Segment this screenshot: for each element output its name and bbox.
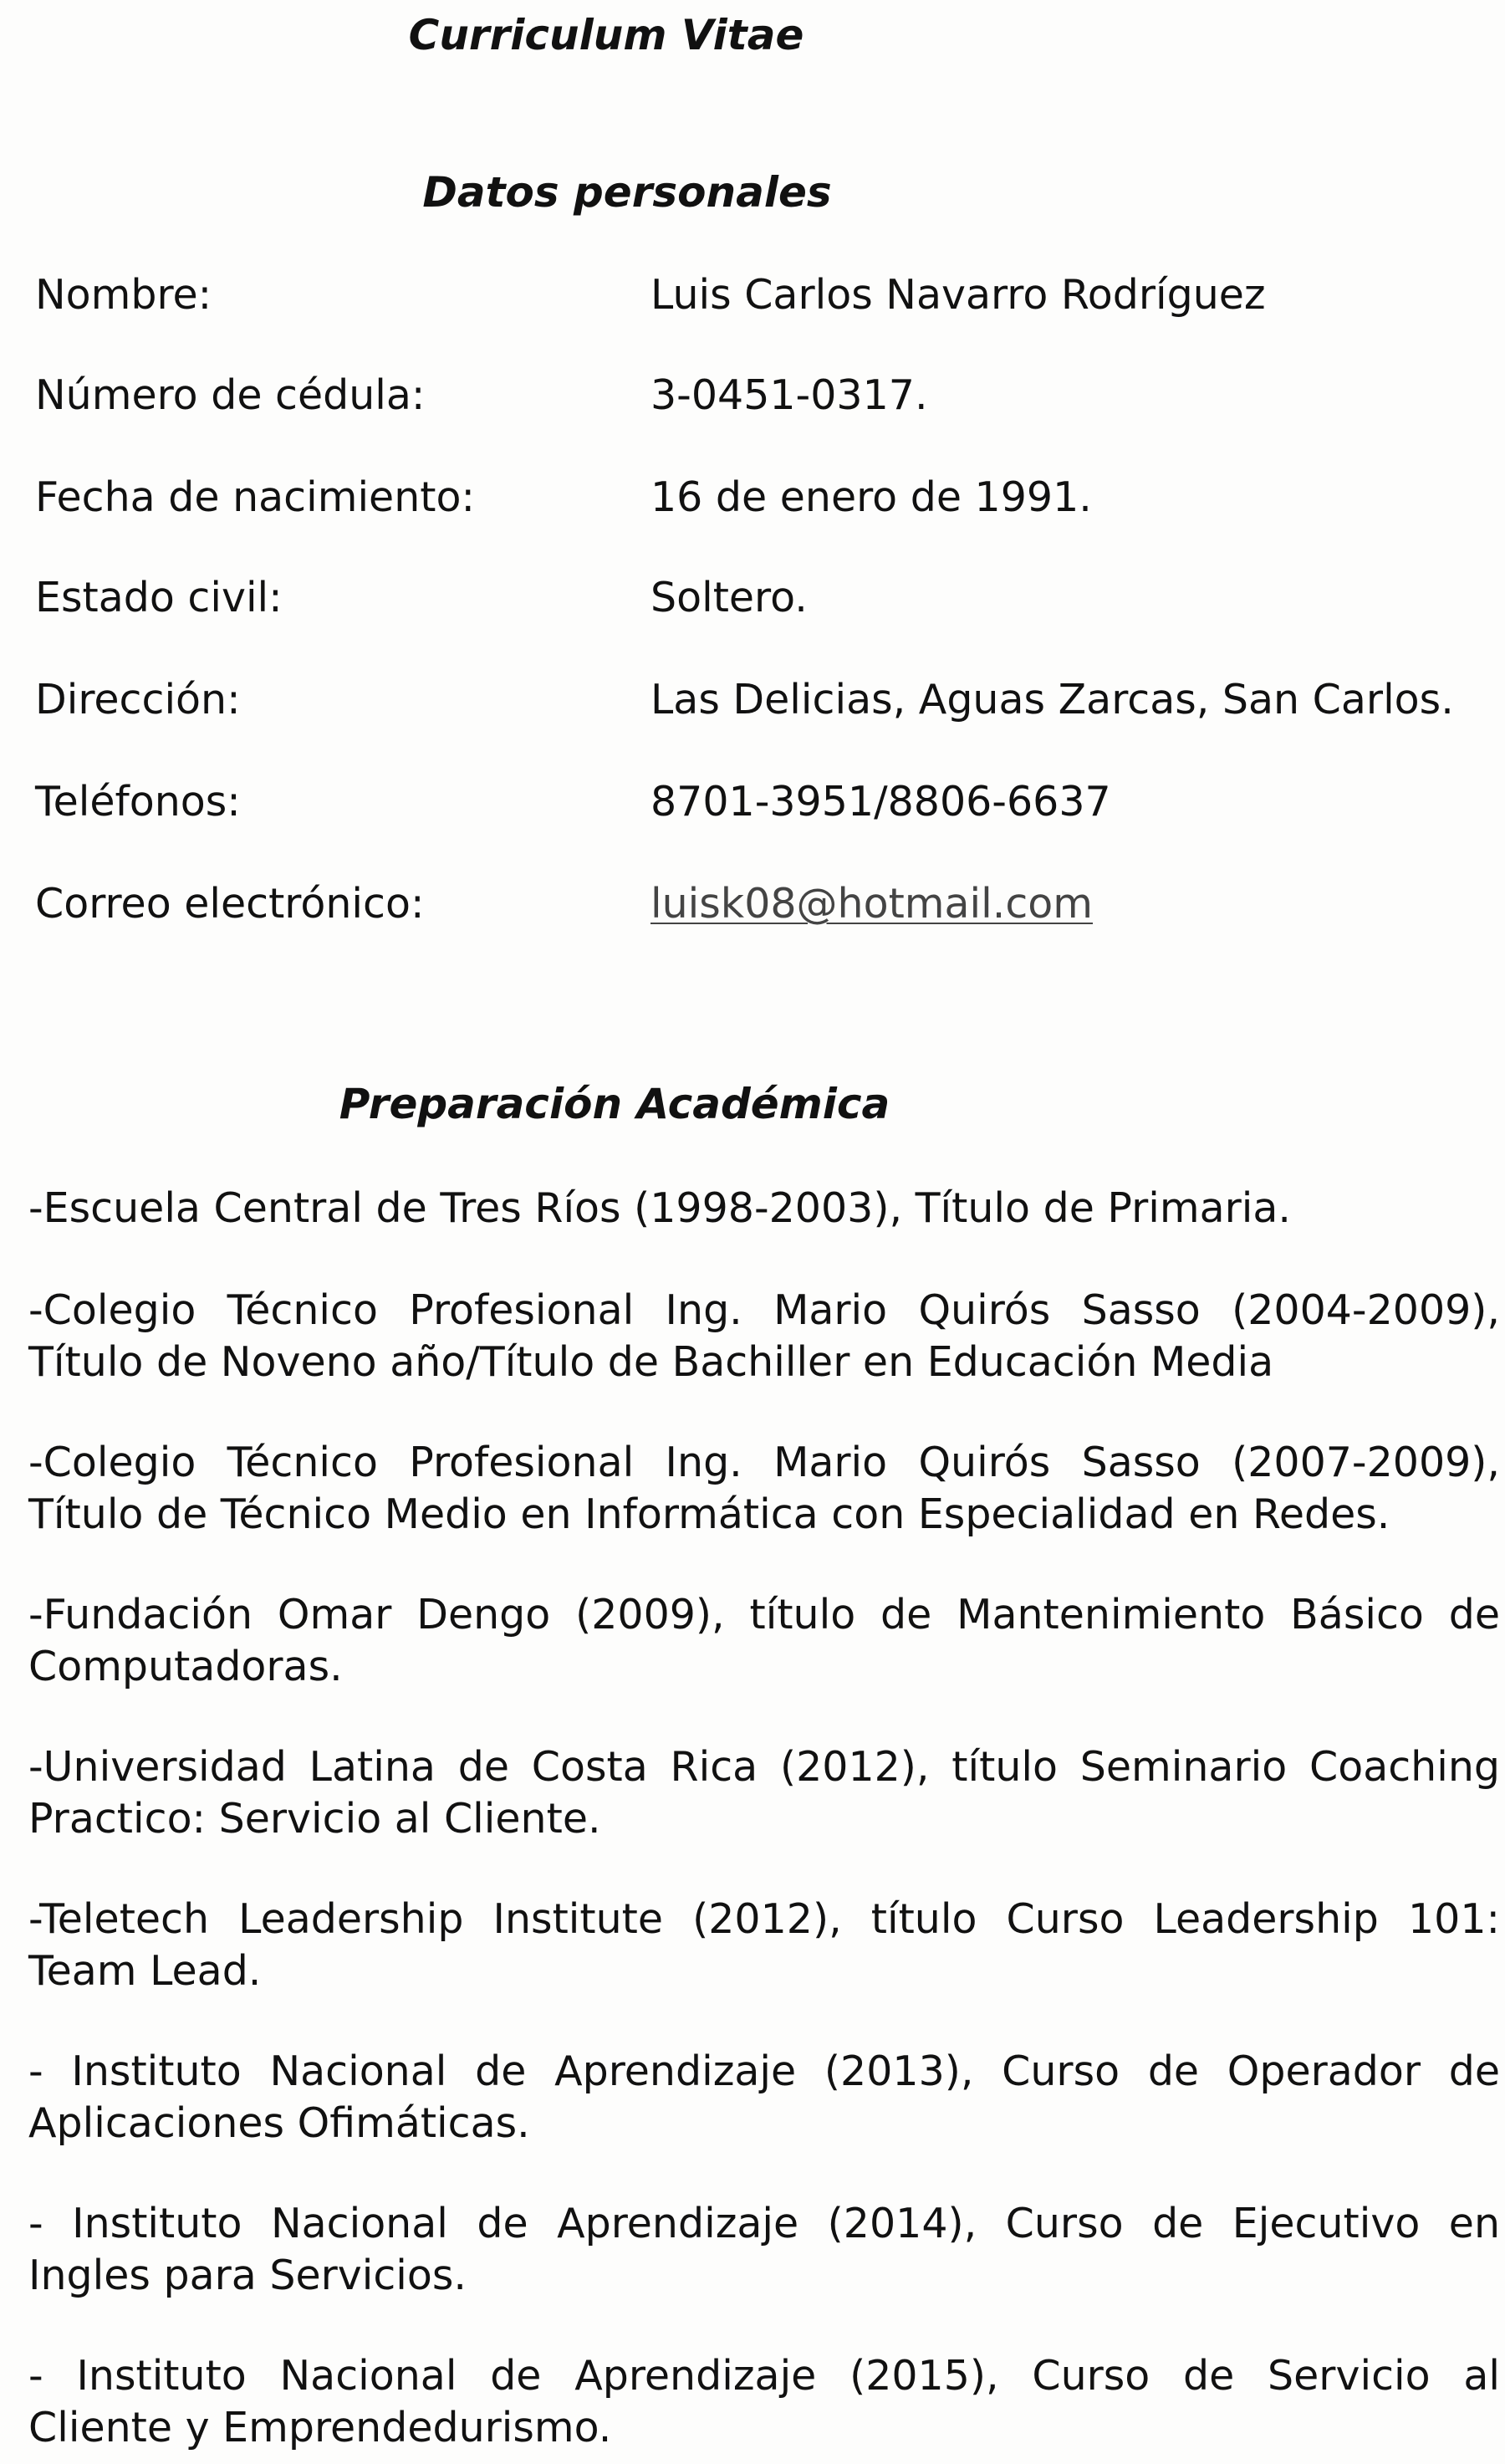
personal-label: Correo electrónico:: [35, 880, 425, 928]
academic-entry-line: Aplicaciones Ofimáticas.: [28, 2099, 530, 2147]
academic-entry-line: -Colegio Técnico Profesional Ing. Mario Quirós Sasso (2004-2009),: [28, 1286, 1500, 1334]
academic-entry-line: Cliente y Emprendedurismo.: [28, 2404, 612, 2451]
personal-row-direccion: [0, 671, 1505, 729]
academic-entry: [28, 2046, 1500, 2150]
personal-row-correo: [0, 875, 1505, 933]
academic-entry-line: -Colegio Técnico Profesional Ing. Mario Quirós Sasso (2007-2009),: [28, 1439, 1500, 1486]
academic-entry-line: Computadoras.: [28, 1643, 343, 1690]
personal-row-estado-civil: [0, 569, 1505, 627]
academic-entry: [28, 1183, 1500, 1235]
personal-value: 8701-3951/8806-6637: [650, 778, 1111, 826]
academic-entry: [28, 1589, 1500, 1693]
personal-label: Número de cédula:: [35, 371, 426, 419]
academic-entry: [28, 2350, 1500, 2454]
academic-entry-line: - Instituto Nacional de Aprendizaje (2015), Curso de Servicio al: [28, 2352, 1500, 2400]
academic-entry: [28, 2198, 1500, 2302]
personal-label: Fecha de nacimiento:: [35, 473, 475, 521]
academic-entry: [28, 1741, 1500, 1845]
personal-label: Teléfonos:: [35, 778, 241, 826]
document-title: Curriculum Vitae: [408, 11, 804, 59]
academic-entry-line: -Fundación Omar Dengo (2009), título de Mantenimiento Básico de: [28, 1591, 1500, 1638]
academic-entry-line: -Universidad Latina de Costa Rica (2012), título Seminario Coaching: [28, 1743, 1500, 1791]
personal-section-title: Datos personales: [422, 168, 832, 217]
personal-label: Dirección:: [35, 676, 241, 723]
academic-entry-line: Practico: Servicio al Cliente.: [28, 1795, 601, 1843]
academic-entry: [28, 1894, 1500, 1997]
academic-entry-line: - Instituto Nacional de Aprendizaje (2013), Curso de Operador de: [28, 2047, 1500, 2095]
personal-row-telefonos: [0, 773, 1505, 831]
academic-entry-line: Título de Técnico Medio en Informática con Especialidad en Redes.: [28, 1490, 1390, 1538]
personal-value: Luis Carlos Navarro Rodríguez: [650, 271, 1266, 319]
academic-entry-line: - Instituto Nacional de Aprendizaje (2014), Curso de Ejecutivo en: [28, 2200, 1500, 2247]
personal-value: Soltero.: [650, 574, 808, 621]
email-link[interactable]: luisk08@hotmail.com: [650, 880, 1093, 928]
personal-row-nombre: [0, 266, 1505, 325]
academic-entry-line: Título de Noveno año/Título de Bachiller en Educación Media: [28, 1338, 1274, 1386]
personal-value: Las Delicias, Aguas Zarcas, San Carlos.: [650, 676, 1454, 723]
personal-row-nacimiento: [0, 468, 1505, 527]
academic-entry: [28, 1285, 1500, 1388]
personal-value: 3-0451-0317.: [650, 371, 928, 419]
academic-entry-line: Ingles para Servicios.: [28, 2252, 467, 2299]
personal-row-cedula: [0, 366, 1505, 425]
personal-label: Estado civil:: [35, 574, 283, 621]
personal-label: Nombre:: [35, 271, 212, 319]
academic-entry: [28, 1437, 1500, 1541]
personal-value: 16 de enero de 1991.: [650, 473, 1092, 521]
academic-entry-line: -Teletech Leadership Institute (2012), título Curso Leadership 101:: [28, 1895, 1500, 1943]
academic-section-title: Preparación Académica: [339, 1080, 890, 1128]
academic-entry-line: -Escuela Central de Tres Ríos (1998-2003), Título de Primaria.: [28, 1184, 1291, 1232]
academic-entry-line: Team Lead.: [28, 1947, 262, 1995]
